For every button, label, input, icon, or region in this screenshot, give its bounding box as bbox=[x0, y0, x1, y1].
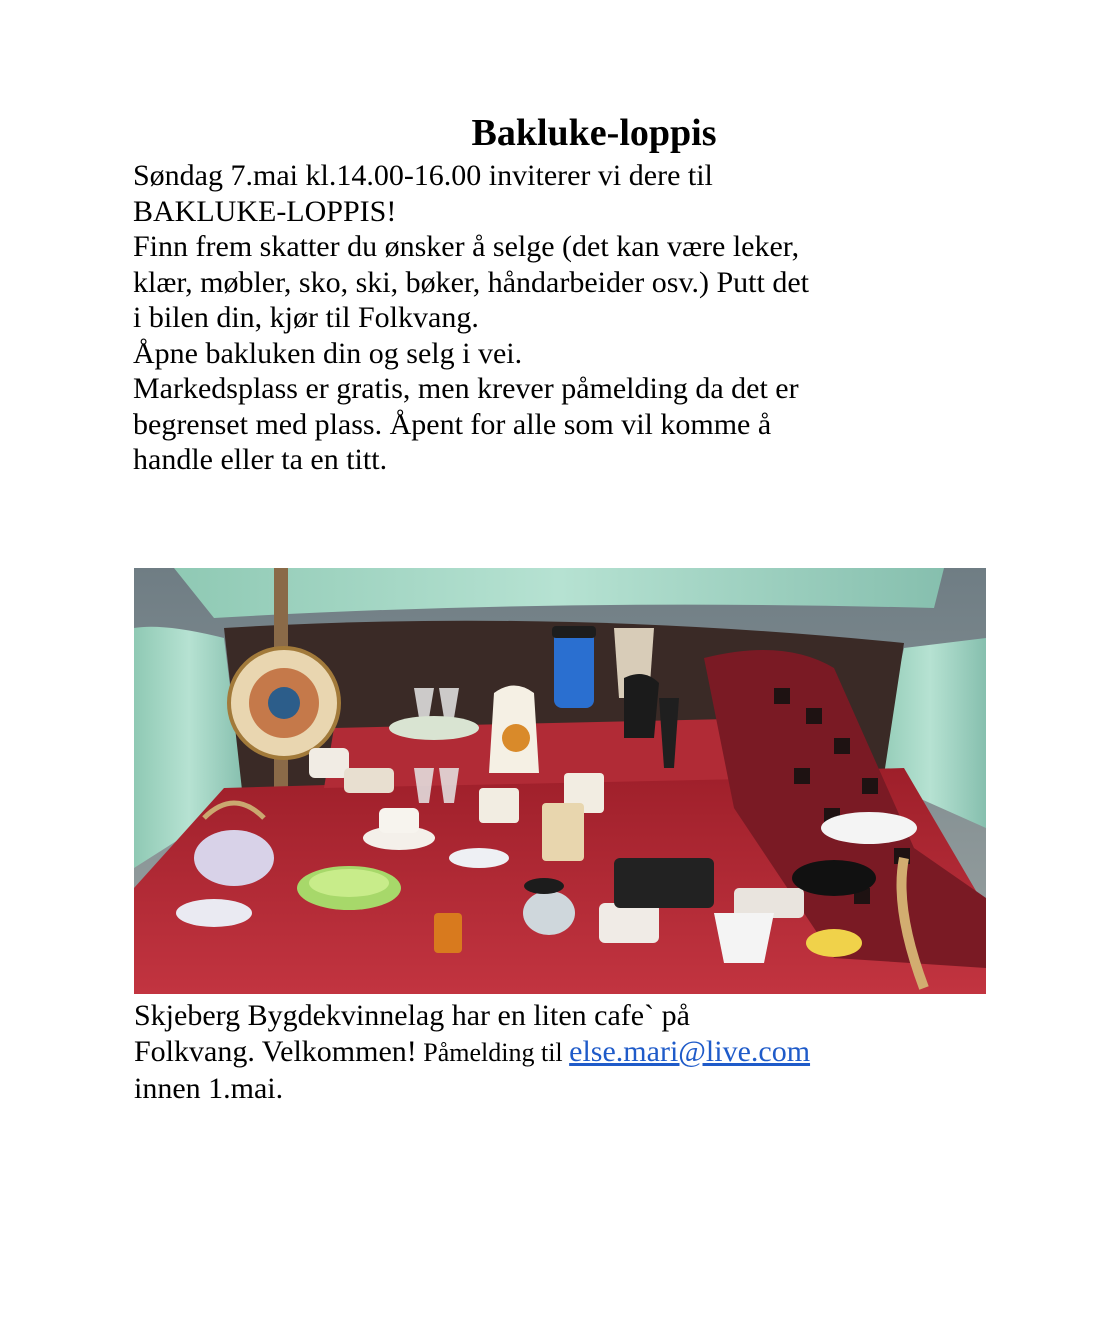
intro-line: begrenset med plass. Åpent for alle som vil komme å bbox=[133, 407, 772, 441]
footer-line: innen 1.mai. bbox=[134, 1072, 284, 1105]
intro-line: i bilen din, kjør til Folkvang. bbox=[133, 301, 479, 334]
intro-line: klær, møbler, sko, ski, bøker, håndarbeider osv.) Putt det bbox=[133, 265, 809, 299]
intro-line: handle eller ta en titt. bbox=[133, 443, 388, 476]
page-title: Bakluke-loppis bbox=[471, 112, 717, 154]
intro-line: BAKLUKE-LOPPIS! bbox=[133, 194, 397, 228]
car-trunk-photo bbox=[134, 568, 986, 994]
intro-line: Finn frem skatter du ønsker å selge (det kan være leker, bbox=[133, 230, 800, 263]
footer-line: Skjeberg Bygdekvinnelag har en liten cafe` på bbox=[134, 999, 690, 1032]
footer-text bbox=[134, 998, 1034, 1107]
intro-line: Åpne bakluken din og selg i vei. bbox=[133, 336, 523, 370]
welcome-text: Folkvang. Velkommen! bbox=[134, 1035, 417, 1068]
intro-line: Søndag 7.mai kl.14.00-16.00 inviterer vi dere til bbox=[133, 159, 713, 192]
registration-text: Påmelding til bbox=[416, 1038, 570, 1067]
intro-text bbox=[133, 158, 1033, 478]
email-link[interactable]: else.mari@live.com bbox=[569, 1035, 811, 1068]
intro-line: Markedsplass er gratis, men krever påmelding da det er bbox=[133, 372, 799, 405]
car-trunk-illustration bbox=[134, 568, 986, 994]
footer-line bbox=[134, 1034, 1034, 1071]
